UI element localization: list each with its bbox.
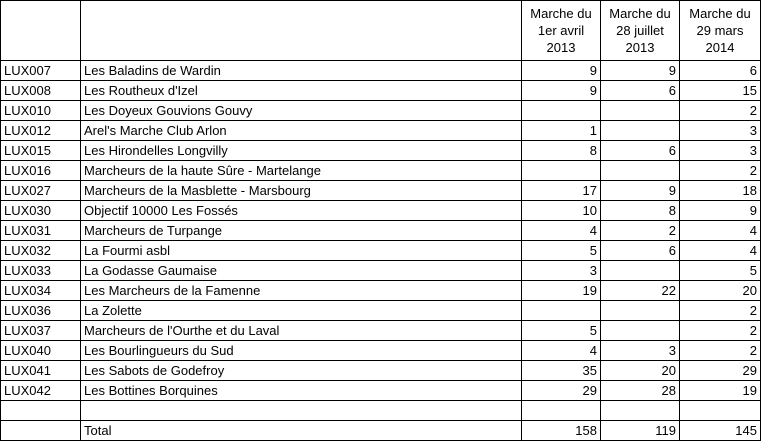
- total-cell-1: 158: [522, 421, 601, 441]
- count-cell-2: 22: [601, 281, 680, 301]
- club-name-cell: La Zolette: [81, 301, 522, 321]
- empty-cell: [1, 421, 81, 441]
- club-code-cell: LUX040: [1, 341, 81, 361]
- count-cell-1: 4: [522, 221, 601, 241]
- table-row: [1, 61, 761, 81]
- club-name-cell: Marcheurs de la Masblette - Marsbourg: [81, 181, 522, 201]
- table-row: [1, 221, 761, 241]
- club-code-cell: LUX036: [1, 301, 81, 321]
- count-cell-1: 17: [522, 181, 601, 201]
- club-code-cell: LUX037: [1, 321, 81, 341]
- count-cell-3: 4: [680, 221, 761, 241]
- club-name-cell: Marcheurs de Turpange: [81, 221, 522, 241]
- count-cell-3: 2: [680, 301, 761, 321]
- empty-cell: [81, 401, 522, 421]
- count-cell-3: 18: [680, 181, 761, 201]
- count-cell-3: 3: [680, 121, 761, 141]
- count-cell-3: 20: [680, 281, 761, 301]
- code-column-header: [1, 1, 81, 61]
- club-name-cell: Les Bourlingueurs du Sud: [81, 341, 522, 361]
- count-cell-2: [601, 121, 680, 141]
- table-row: [1, 101, 761, 121]
- count-cell-2: [601, 161, 680, 181]
- column-header-3: Marche du 29 mars 2014: [680, 1, 761, 61]
- count-cell-2: [601, 261, 680, 281]
- table-row: [1, 161, 761, 181]
- count-cell-3: 15: [680, 81, 761, 101]
- club-code-cell: LUX012: [1, 121, 81, 141]
- count-cell-2: 28: [601, 381, 680, 401]
- empty-cell: [522, 401, 601, 421]
- club-code-cell: LUX008: [1, 81, 81, 101]
- count-cell-1: 9: [522, 81, 601, 101]
- count-cell-3: 4: [680, 241, 761, 261]
- count-cell-3: 29: [680, 361, 761, 381]
- count-cell-1: 1: [522, 121, 601, 141]
- club-name-cell: Objectif 10000 Les Fossés: [81, 201, 522, 221]
- club-code-cell: LUX032: [1, 241, 81, 261]
- count-cell-1: [522, 101, 601, 121]
- table-row: [1, 121, 761, 141]
- club-code-cell: LUX041: [1, 361, 81, 381]
- club-code-cell: LUX031: [1, 221, 81, 241]
- club-code-cell: LUX010: [1, 101, 81, 121]
- count-cell-1: 10: [522, 201, 601, 221]
- count-cell-1: [522, 161, 601, 181]
- club-name-cell: Les Routheux d'Izel: [81, 81, 522, 101]
- club-name-cell: Les Baladins de Wardin: [81, 61, 522, 81]
- club-code-cell: LUX027: [1, 181, 81, 201]
- column-header-2: Marche du 28 juillet 2013: [601, 1, 680, 61]
- count-cell-1: 8: [522, 141, 601, 161]
- count-cell-3: 3: [680, 141, 761, 161]
- table-row: [1, 281, 761, 301]
- table-row: [1, 321, 761, 341]
- count-cell-2: 3: [601, 341, 680, 361]
- count-cell-2: 2: [601, 221, 680, 241]
- table-row: [1, 141, 761, 161]
- table-row: [1, 361, 761, 381]
- total-cell-3: 145: [680, 421, 761, 441]
- count-cell-3: 2: [680, 101, 761, 121]
- club-code-cell: LUX042: [1, 381, 81, 401]
- club-code-cell: LUX016: [1, 161, 81, 181]
- club-name-cell: Les Bottines Borquines: [81, 381, 522, 401]
- club-name-cell: Marcheurs de l'Ourthe et du Laval: [81, 321, 522, 341]
- table-row: [1, 201, 761, 221]
- count-cell-2: [601, 301, 680, 321]
- count-cell-3: 19: [680, 381, 761, 401]
- empty-cell: [601, 401, 680, 421]
- count-cell-1: 5: [522, 321, 601, 341]
- table-row: [1, 241, 761, 261]
- club-code-cell: LUX007: [1, 61, 81, 81]
- total-cell-2: 119: [601, 421, 680, 441]
- count-cell-2: 9: [601, 181, 680, 201]
- count-cell-1: 29: [522, 381, 601, 401]
- table-row: [1, 381, 761, 401]
- count-cell-2: 6: [601, 141, 680, 161]
- club-name-cell: Arel's Marche Club Arlon: [81, 121, 522, 141]
- column-header-1: Marche du 1er avril 2013: [522, 1, 601, 61]
- count-cell-2: 20: [601, 361, 680, 381]
- count-cell-1: 35: [522, 361, 601, 381]
- count-cell-1: 5: [522, 241, 601, 261]
- club-name-cell: La Fourmi asbl: [81, 241, 522, 261]
- table-row: [1, 341, 761, 361]
- count-cell-2: 8: [601, 201, 680, 221]
- club-name-cell: Les Hirondelles Longvilly: [81, 141, 522, 161]
- club-name-cell: Les Doyeux Gouvions Gouvy: [81, 101, 522, 121]
- table-row: [1, 261, 761, 281]
- club-name-cell: Marcheurs de la haute Sûre - Martelange: [81, 161, 522, 181]
- club-code-cell: LUX030: [1, 201, 81, 221]
- empty-cell: [680, 401, 761, 421]
- total-row: [1, 421, 761, 441]
- blank-row: [1, 401, 761, 421]
- name-column-header: [81, 1, 522, 61]
- count-cell-3: 2: [680, 341, 761, 361]
- count-cell-2: 9: [601, 61, 680, 81]
- club-code-cell: LUX034: [1, 281, 81, 301]
- count-cell-2: [601, 321, 680, 341]
- count-cell-2: 6: [601, 81, 680, 101]
- club-name-cell: Les Sabots de Godefroy: [81, 361, 522, 381]
- count-cell-1: 9: [522, 61, 601, 81]
- count-cell-3: 5: [680, 261, 761, 281]
- count-cell-1: 4: [522, 341, 601, 361]
- count-cell-2: 6: [601, 241, 680, 261]
- club-code-cell: LUX033: [1, 261, 81, 281]
- count-cell-3: 9: [680, 201, 761, 221]
- count-cell-3: 6: [680, 61, 761, 81]
- count-cell-3: 2: [680, 321, 761, 341]
- count-cell-1: 19: [522, 281, 601, 301]
- table-row: [1, 81, 761, 101]
- count-cell-2: [601, 101, 680, 121]
- club-name-cell: Les Marcheurs de la Famenne: [81, 281, 522, 301]
- total-label: Total: [81, 421, 522, 441]
- count-cell-1: [522, 301, 601, 321]
- empty-cell: [1, 401, 81, 421]
- table-row: [1, 181, 761, 201]
- header-row: [1, 1, 761, 61]
- table-row: [1, 301, 761, 321]
- club-name-cell: La Godasse Gaumaise: [81, 261, 522, 281]
- club-code-cell: LUX015: [1, 141, 81, 161]
- count-cell-3: 2: [680, 161, 761, 181]
- count-cell-1: 3: [522, 261, 601, 281]
